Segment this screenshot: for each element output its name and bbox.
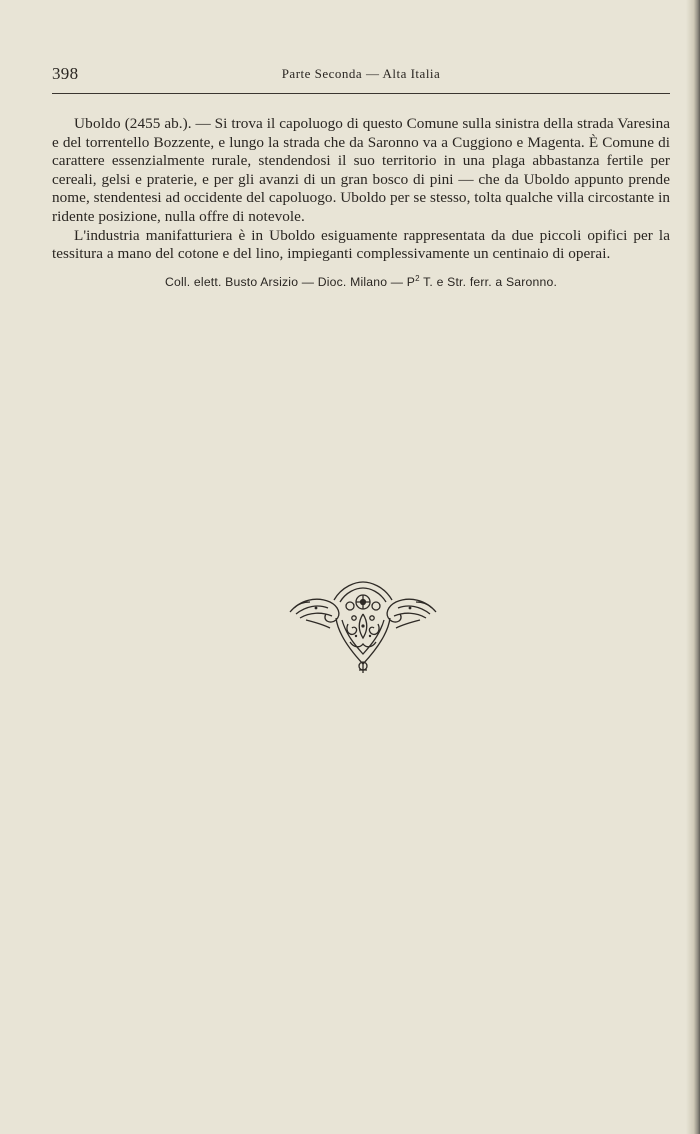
footnote — [52, 270, 670, 292]
page-number: 398 — [52, 64, 79, 83]
entry-body — [52, 115, 670, 291]
footnote-text-after: T. e Str. ferr. a Saronno. — [419, 274, 558, 289]
running-title: Parte Seconda — Alta Italia — [281, 66, 441, 81]
footnote-superscript: 2 — [415, 273, 420, 283]
page-header — [52, 62, 670, 86]
paragraph-2: L'industria manifatturiera è in Uboldo esiguamente rappresentata da due piccoli opifici per la tessitura a mano del cotone e del lino, impieganti complessivamente un centinaio di operai. — [52, 226, 670, 263]
floral-tailpiece-ornament-icon — [286, 578, 440, 674]
header-rule — [52, 93, 670, 94]
footnote-text-before: Coll. elett. Busto Arsizio — Dioc. Milano — P — [164, 274, 416, 289]
paragraph-1 — [52, 115, 670, 227]
page-edge-shadow — [686, 0, 700, 1134]
entry-population: (2455 ab.). — — [120, 115, 215, 132]
paragraph-1-text: Si trova il capoluogo di questo Comune sulla sinistra della strada Varesina e del torrentello Bozzente, e lungo la strada che da Saronno va a Cuggiono e Magenta. È Comune di carattere essenzialmente rurale, stendendosi il suo territorio in una plaga abbastanza fertile per cereali, gelsi e praterie, e per gli avanzi di un gran bosco di pini — che da Uboldo appunto prende nome, stendentesi ad occidente del capoluogo. Uboldo per se stesso, tolta qualche villa circostante in ridente posizione, nulla offre di notevole. — [52, 115, 671, 225]
entry-name: Uboldo — [74, 115, 121, 132]
